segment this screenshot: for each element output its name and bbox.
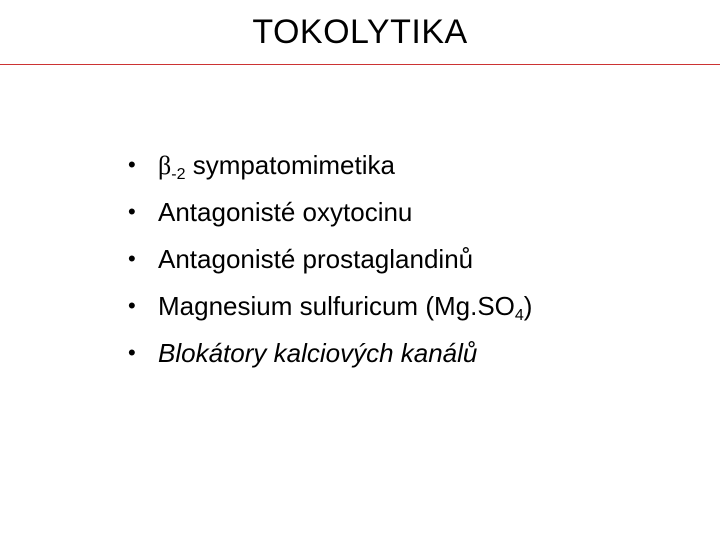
bullet-icon: • [128, 340, 136, 365]
bullet-icon: • [128, 152, 136, 177]
bullet-item-calcium-blockers [128, 333, 532, 380]
bullet-item-magnesium [128, 286, 532, 333]
bullet-item-suffix: ) [523, 291, 533, 321]
subscript-4: 4 [514, 307, 524, 324]
slide-title: TOKOLYTIKA [252, 13, 468, 51]
bullet-icon: • [128, 293, 136, 318]
bullet-item-text: Antagonisté oxytocinu [158, 197, 413, 227]
bullet-icon: • [128, 246, 136, 271]
bullet-item-text: Blokátory kalciových kanálů [158, 338, 478, 368]
bullet-item-prostaglandin [128, 239, 532, 286]
bullet-icon: • [128, 199, 136, 224]
bullet-item-beta2 [128, 145, 532, 192]
bullet-item-text: sympatomimetika [185, 150, 395, 180]
beta-subscript: -2 [171, 166, 186, 183]
title-divider [0, 64, 720, 65]
beta-symbol: β [158, 151, 172, 180]
bullet-item-text: Magnesium sulfuricum (Mg.SO [158, 291, 515, 321]
bullet-item-text: Antagonisté prostaglandinů [158, 244, 474, 274]
bullet-item-oxytocin [128, 192, 532, 239]
bullet-list [128, 145, 532, 380]
